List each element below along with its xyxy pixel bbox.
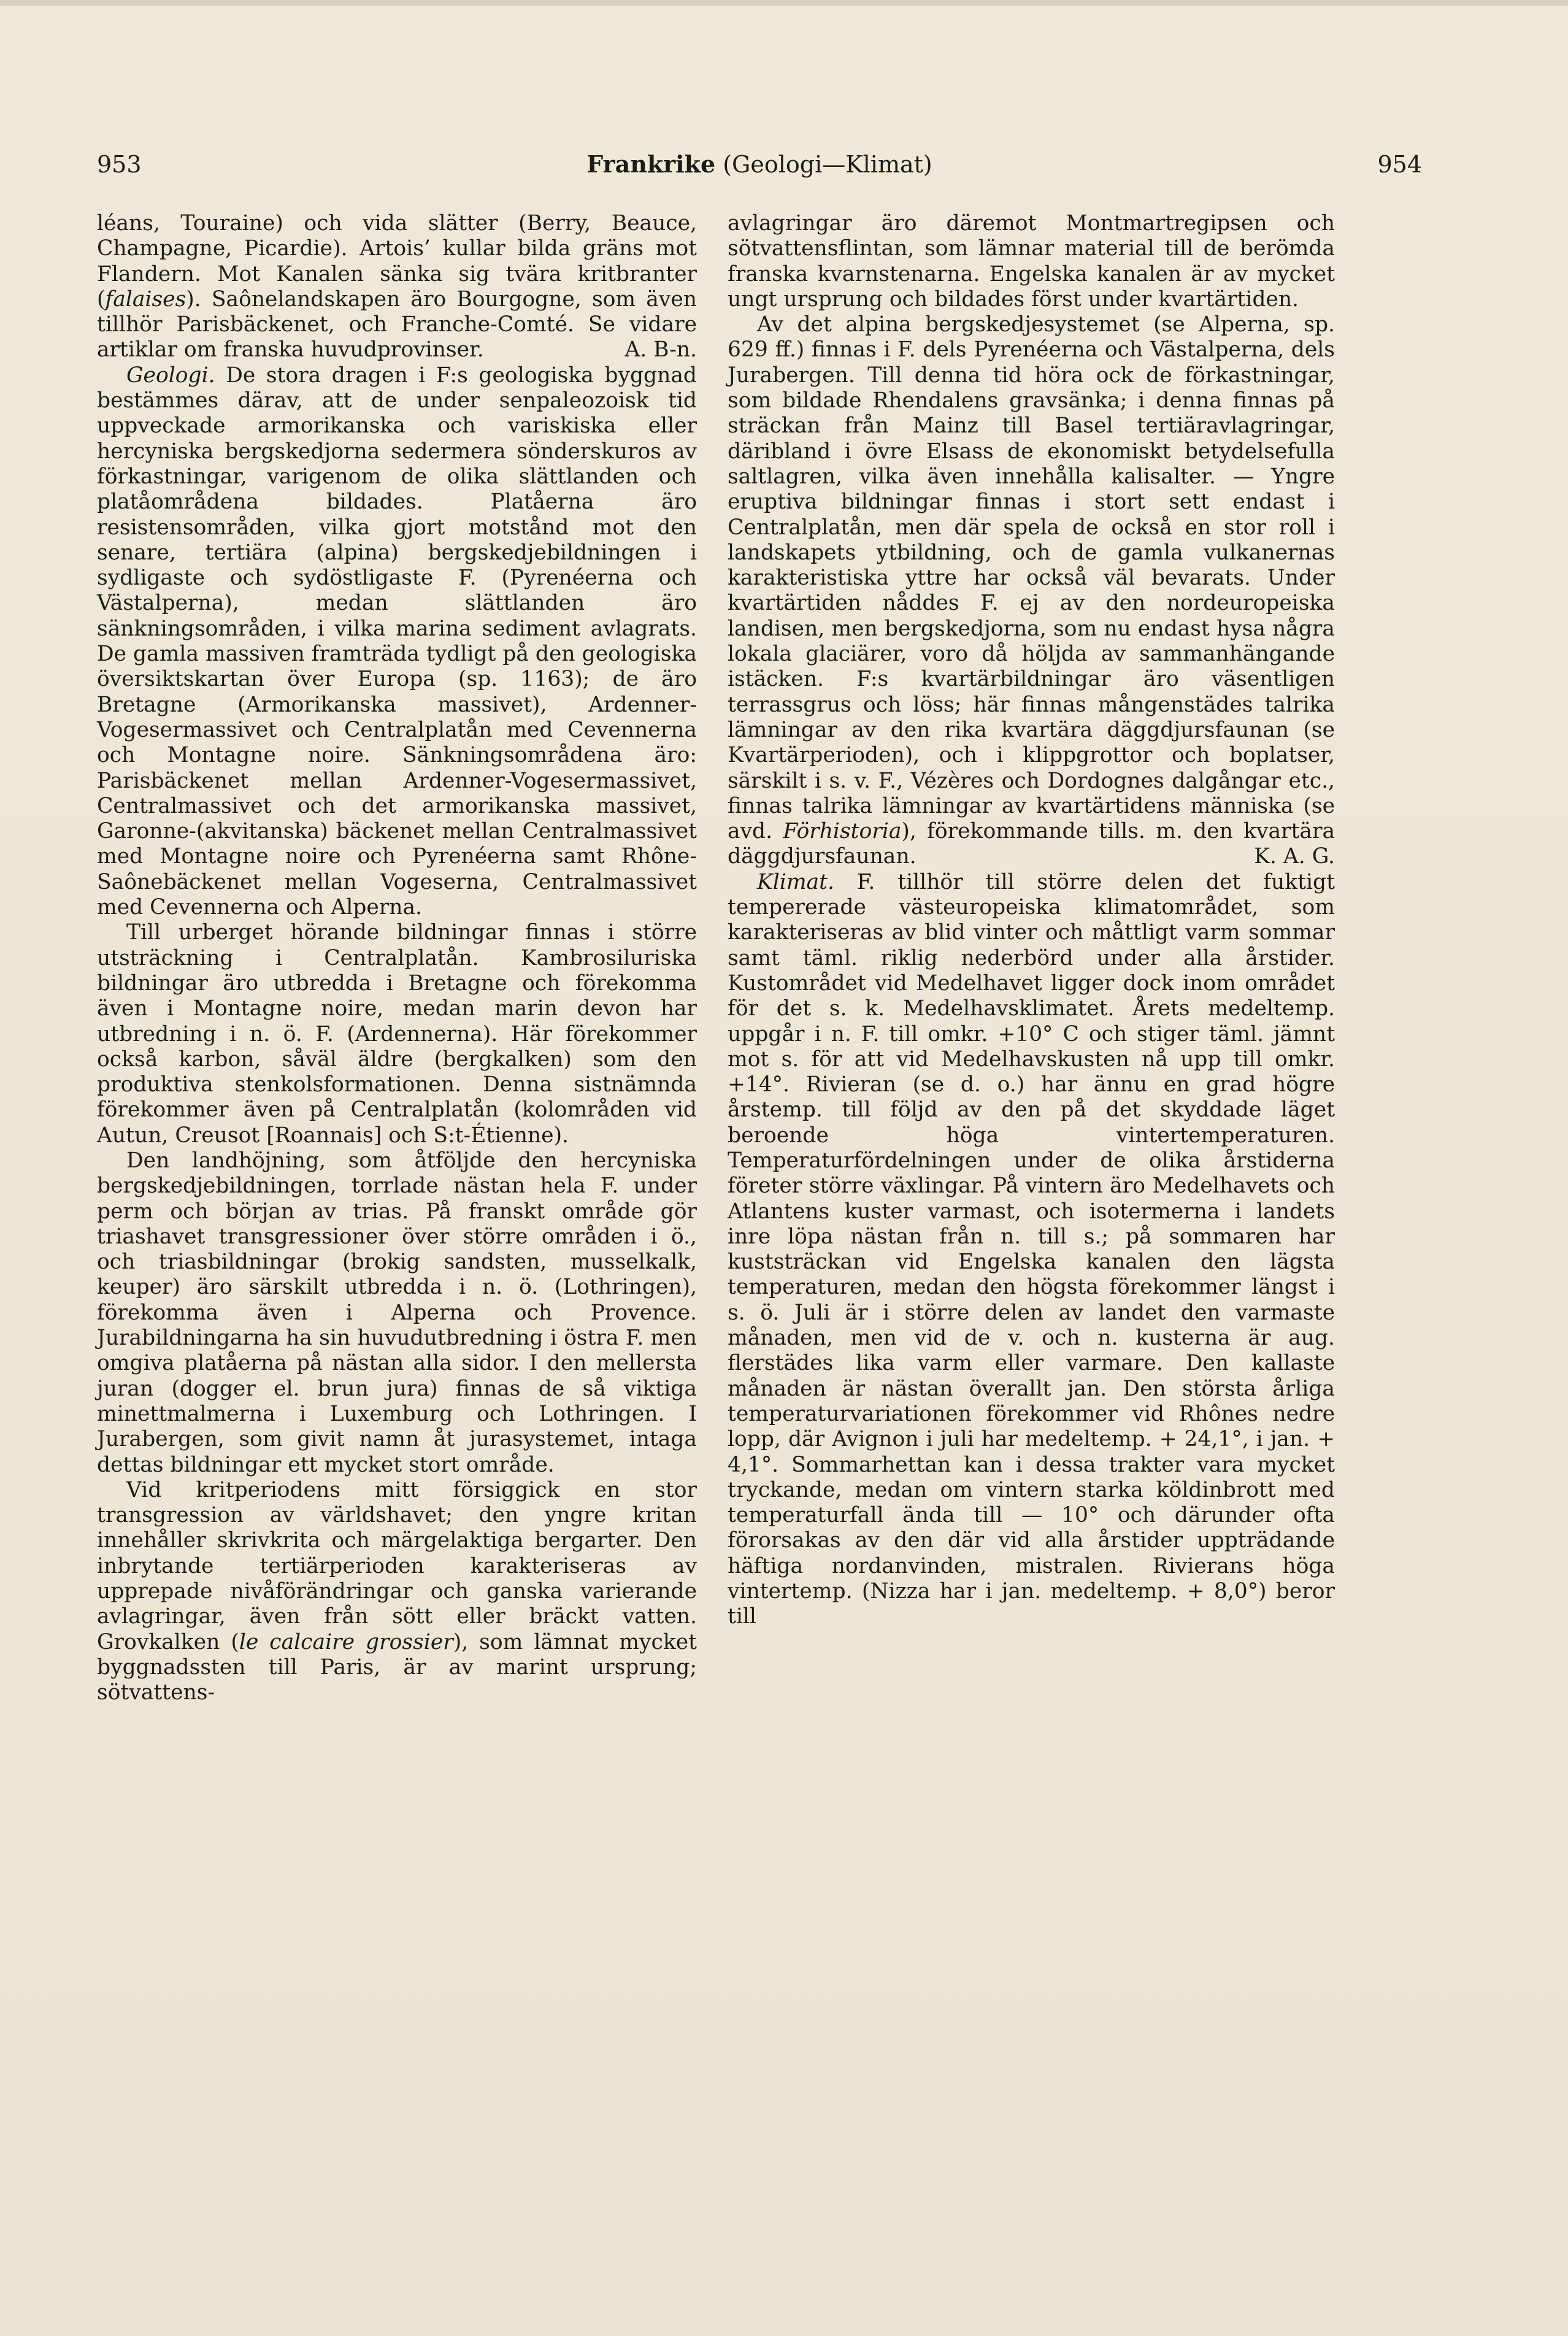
- paragraph: Vid kritperiodens mitt försiggick en stor transgression av världshavet; den yngre kritan innehåller skrivkrita och märgelaktiga bergarter. Den inbrytande tertiärperioden karakteriseras av upprepade nivåförändringar och ganska varierande avlagringar, även från sött eller bräckt vatten. Grovkalken (le calcaire grossier), som lämnat mycket byggnadssten till Paris, är av marint ursprung; sötvattens-: [97, 1477, 698, 1705]
- section-geologi: Geologi. De stora dragen i F:s geologiska byggnad bestämmes därav, att de under senpaleozoisk tid uppveckade armorikanska och variskiska eller hercyniska bergskedjorna sedermera sönderskuros av förkastningar, varigenom de olika slättlanden och platåområdena bildades. Platåerna äro resistensområden, vilka gjort motstånd mot den senare, tertiära (alpina) bergskedjebildningen i sydligaste och sydöstligaste F. (Pyrenéerna och Västalperna), medan slättlanden äro sänkningsområden, i vilka marina sediment avlagrats. De gamla massiven framträda tydligt på den geologiska översiktskartan över Europa (sp. 1163); de äro Bretagne (Armorikanska massivet), Ardenner-Vogesermassivet och Centralplatån med Cevennerna och Montagne noire. Sänkningsområdena äro: Parisbäckenet mellan Ardenner-Vogesermassivet, Centralmassivet och det armorikanska massivet, Garonne-(akvitanska) bäckenet mellan Centralmassivet med Montagne noire och Pyrenéerna samt Rhône-Saônebäckenet mellan Vogeserna, Centralmassivet med Cevennerna och Alperna.: [97, 363, 697, 920]
- section-heading: Geologi.: [126, 363, 215, 388]
- page-number-left: 953: [97, 151, 142, 178]
- page-header: [97, 146, 1422, 183]
- running-title: [97, 146, 1422, 183]
- page-edge: [0, 0, 1568, 6]
- page-number-right: 954: [1377, 151, 1422, 178]
- paragraph: Till urberget hörande bildningar finnas i större utsträckning i Centralplatån. Kambrosiluriska bildningar äro utbredda i Bretagne och förekomma även i Montagne noire, medan marin devon har utbredning i n. ö. F. (Ardennerna). Här förekommer också karbon, såväl äldre (bergkalken) som den produktiva stenkolsformationen. Denna sistnämnda förekommer även på Centralplatån (kolområden vid Autun, Creusot [Roannais] och S:t-Étienne).: [97, 920, 697, 1148]
- section-klimat: Klimat. F. tillhör till större delen det fuktigt tempererade västeuropeiska klimatområdet, som karakteriseras av blid vinter och måttligt varm sommar samt täml. riklig nederbörd under alla årstider. Kustområdet vid Medelhavet ligger dock inom området för det s. k. Medelhavsklimatet. Årets medeltemp. uppgår i n. F. till omkr. +10° C och stiger täml. jämnt mot s. för att vid Medelhavskusten nå upp till omkr. +14°. Rivieran (se d. o.) har ännu en grad högre årstemp. till följd av den på det skyddade läget beroende höga vintertemperaturen. Temperaturfördelningen under de olika årstiderna företer större växlingar. På vintern äro Medelhavets och Atlantens kuster varmast, och isotermerna i landets inre löpa nästan från n. till s.; på sommaren har kuststräckan vid Engelska kanalen den lägsta temperaturen, medan den högsta förekommer längst i s. ö. Juli är i större delen av landet den varmaste månaden, men vid de v. och n. kusterna är aug. flerstädes lika varm eller varmare. Den kallaste månaden är nästan överallt jan. Den största årliga temperaturvariationen förekommer vid Rhônes nedre lopp, där Avignon i juli har medeltemp. + 24,1°, i jan. + 4,1°. Sommarhettan kan i dessa trakter vara mycket tryckande, medan om vintern starka köldinbrott med temperaturfall ända till — 10° och därunder ofta förorsakas av den där vid alla årstider uppträdande häftiga nordanvinden, mistralen. Rivierans höga vintertemp. (Nizza har i jan. medeltemp. + 8,0°) beror till: [728, 869, 1335, 1629]
- running-title-bold: Frankrike: [586, 150, 716, 178]
- paragraph: Den landhöjning, som åtföljde den hercyniska bergskedjebildningen, torrlade nästan hela F. under perm och början av trias. På franskt område gör triashavet transgressioner över större områden i ö., och triasbildningar (brokig sandsten, musselkalk, keuper) äro särskilt utbredda i n. ö. (Lothringen), förekomma även i Alperna och Provence. Jurabildningarna ha sin huvudutbredning i östra F. men omgiva platåerna på nästan alla sidor. I den mellersta juran (dogger el. brun jura) finnas de så viktiga minettmalmerna i Luxemburg och Lothringen. I Jurabergen, som givit namn åt jurasystemet, intaga dettas bildningar ett mycket stort område.: [97, 1148, 697, 1477]
- section-heading: Klimat.: [757, 869, 834, 894]
- author-signature: A. B-n.: [625, 337, 697, 363]
- paragraph: avlagringar äro däremot Montmartregipsen och sötvattensflintan, som lämnar material till de berömda franska kvarnstenarna. Engelska kanalen är av mycket ungt ursprung och bildades först under kvartärtiden.: [728, 211, 1335, 312]
- author-signature: K. A. G.: [1254, 844, 1335, 869]
- paragraph: léans, Touraine) och vida slätter (Berry, Beauce, Champagne, Picardie). Artois’ kullar bilda gräns mot Flandern. Mot Kanalen sänka sig tvära kritbranter (falaises). Saônelandskapen äro Bourgogne, som även tillhör Parisbäckenet, och Franche-Comté. Se vidare artiklar om franska huvudprovinser. A. B-n.: [97, 211, 697, 363]
- running-title-rest: (Geologi—Klimat): [715, 151, 932, 178]
- right-column: [728, 211, 1335, 1630]
- left-column: [97, 211, 697, 1706]
- paragraph: Av det alpina bergskedjesystemet (se Alperna, sp. 629 ff.) finnas i F. dels Pyrenéerna och Västalperna, dels Jurabergen. Till denna tid höra ock de förkastningar, som bildade Rhendalens gravsänka; i denna finnas på sträckan från Mainz till Basel tertiäravlagringar, däribland i övre Elsass de ekonomiskt betydelsefulla saltlagren, vilka även innehålla kalisalter. — Yngre eruptiva bildningar finnas i stort sett endast i Centralplatån, men där spela de också en stor roll i landskapets ytbildning, och de gamla vulkanernas karakteristiska yttre har också väl bevarats. Under kvartärtiden nåddes F. ej av den nordeuropeiska landisen, men bergskedjorna, som nu endast hysa några lokala glaciärer, voro då höljda av sammanhängande istäcken. F:s kvartärbildningar äro väsentligen terrassgrus och löss; här finnas mångenstädes talrika lämningar av den rika kvartära däggdjursfaunan (se Kvartärperioden), och i klippgrottor och boplatser, särskilt i s. v. F., Vézères och Dordognes dalgångar etc., finnas talrika lämningar av kvartärtidens människa (se avd. Förhistoria), förekommande tills. m. den kvartära däggdjursfaunan. K. A. G.: [728, 312, 1335, 869]
